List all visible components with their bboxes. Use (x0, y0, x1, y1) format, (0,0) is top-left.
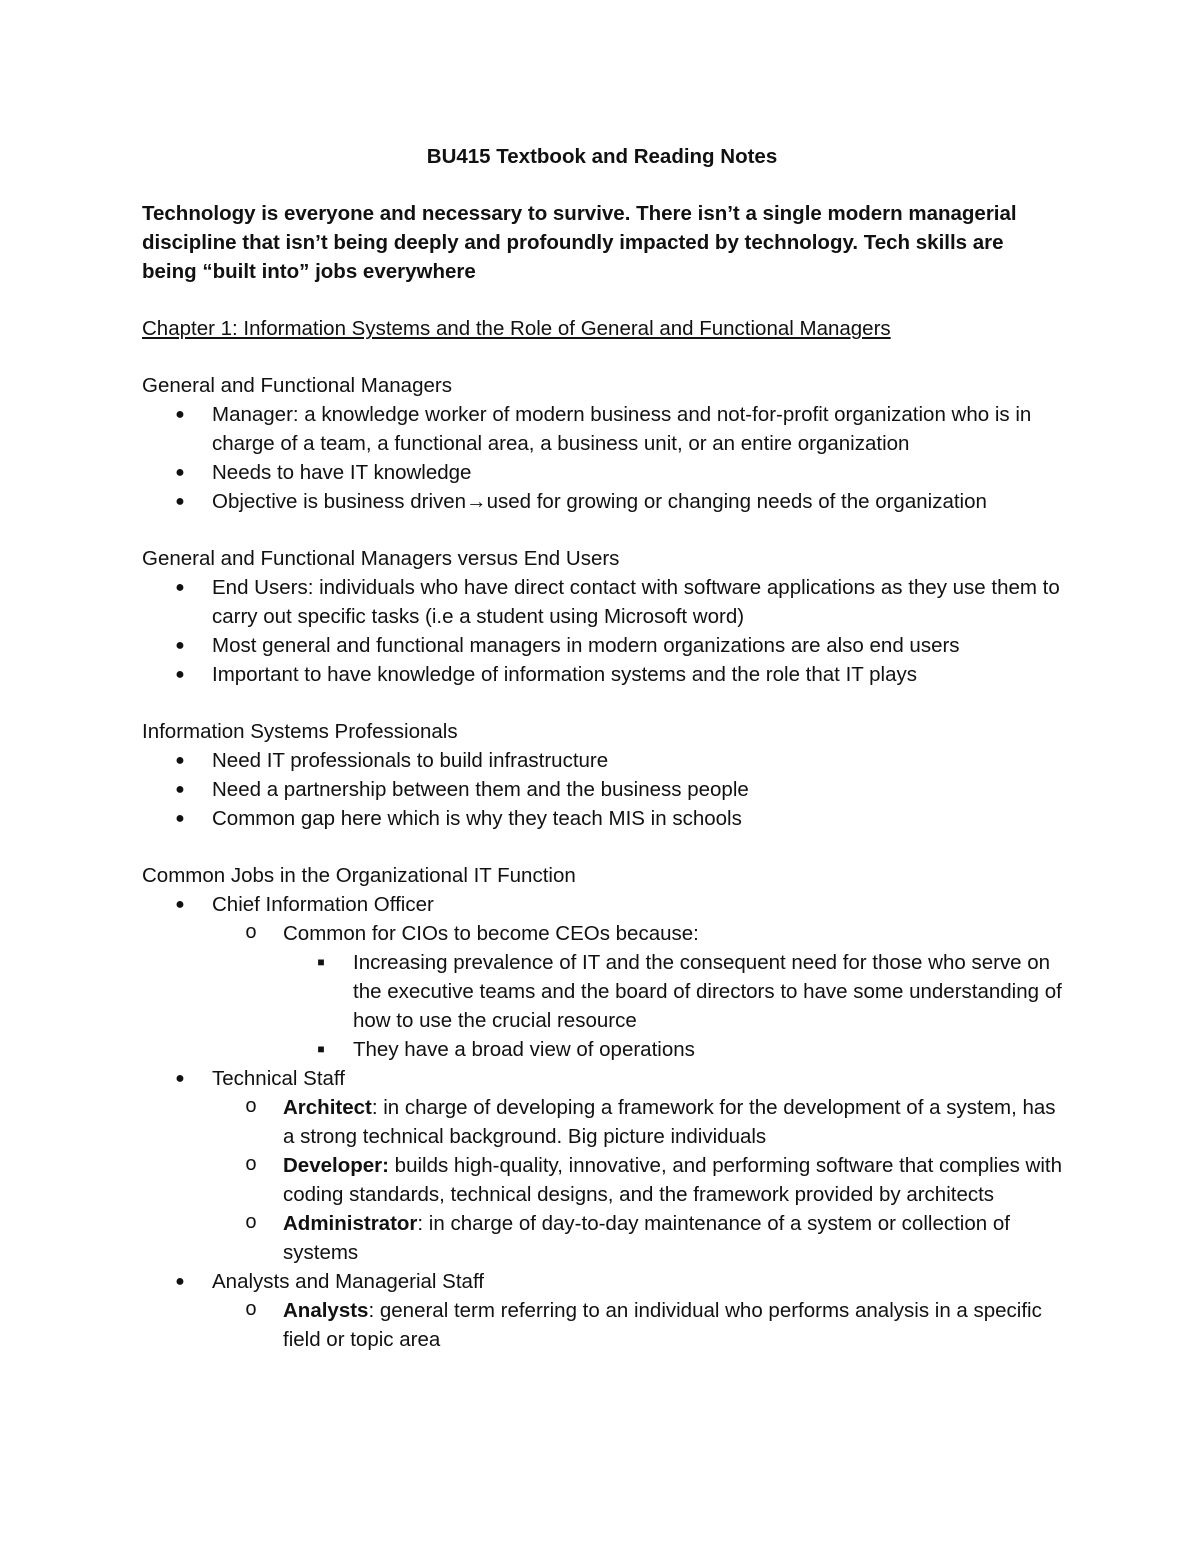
list-item-text: Manager: a knowledge worker of modern business and not-for-profit organization who is in charge of a team, a functional area, a business unit, or an entire organization (212, 403, 1032, 455)
list-item (142, 573, 1062, 631)
bullet-dot-icon: ● (175, 781, 185, 798)
term-label: Administrator (283, 1212, 418, 1235)
bullet-circle-icon: o (244, 1212, 257, 1235)
bullet-dot-icon: ● (175, 493, 185, 510)
section-is-professionals (142, 717, 1062, 833)
bullet-circle-icon: o (244, 922, 257, 945)
sub-list (212, 1296, 1062, 1354)
intro-paragraph: Technology is everyone and necessary to survive. There isn’t a single modern managerial discipline that isn’t being deeply and profoundly impacted by technology. Tech skills are being “built into” jobs everywhere (142, 202, 1017, 283)
bullet-dot-icon: ● (175, 1070, 185, 1087)
section-heading: Information Systems Professionals (142, 720, 458, 743)
list-item (142, 775, 1062, 804)
term-label: Architect (283, 1096, 372, 1119)
list-item-text: Common gap here which is why they teach MIS in schools (212, 807, 742, 830)
list-item (142, 487, 1062, 516)
sub-list-item-architect (212, 1093, 1062, 1151)
bullet-circle-icon: o (244, 1299, 257, 1322)
list-item (142, 458, 1062, 487)
section-heading: General and Functional Managers (142, 374, 452, 397)
document-body (142, 142, 1062, 1354)
list-item (142, 804, 1062, 833)
bullet-square-icon: ■ (317, 1042, 325, 1056)
term-label: Developer: (283, 1154, 389, 1177)
bullet-dot-icon: ● (175, 579, 185, 596)
list-item-text: Need a partnership between them and the business people (212, 778, 749, 801)
chapter-heading: Chapter 1: Information Systems and the Role of General and Functional Managers (142, 317, 891, 340)
bullet-square-icon: ■ (317, 955, 325, 969)
sub-sub-list-item (283, 948, 1062, 1035)
list-item-technical-staff (142, 1064, 1062, 1267)
term-definition: : in charge of developing a framework for the development of a system, has a strong technical background. Big picture individuals (283, 1096, 1056, 1148)
sub-list-item-analysts (212, 1296, 1062, 1354)
sub-list (212, 919, 1062, 1064)
bullet-dot-icon: ● (175, 896, 185, 913)
list-item-analysts-managerial (142, 1267, 1062, 1354)
bullet-dot-icon: ● (175, 406, 185, 423)
list-item (142, 400, 1062, 458)
list-item-text: Objective is business driven→used for growing or changing needs of the organization (212, 490, 987, 513)
section-heading: General and Functional Managers versus End Users (142, 547, 620, 570)
bullet-list (142, 746, 1062, 833)
bullet-list (142, 400, 1062, 516)
sub-list (212, 1093, 1062, 1267)
list-item-text: Needs to have IT knowledge (212, 461, 472, 484)
list-item (142, 631, 1062, 660)
section-common-it-jobs (142, 861, 1062, 1354)
list-item (142, 746, 1062, 775)
bullet-list (142, 890, 1062, 1354)
list-item (142, 660, 1062, 689)
section-general-functional-managers (142, 371, 1062, 516)
bullet-dot-icon: ● (175, 464, 185, 481)
list-item-text: Analysts and Managerial Staff (212, 1270, 484, 1293)
term-definition: : in charge of day-to-day maintenance of a system or collection of systems (283, 1212, 1010, 1264)
list-item-text: Technical Staff (212, 1067, 345, 1090)
sub-sub-list-item-text: Increasing prevalence of IT and the consequent need for those who serve on the executive teams and the board of directors to have some understanding of how to use the crucial resource (353, 951, 1062, 1032)
bullet-circle-icon: o (244, 1154, 257, 1177)
list-item-text: Chief Information Officer (212, 893, 434, 916)
list-item-text: Most general and functional managers in modern organizations are also end users (212, 634, 960, 657)
list-item-cio (142, 890, 1062, 1064)
term-definition: builds high-quality, innovative, and performing software that complies with coding standards, technical designs, and the framework provided by architects (283, 1154, 1063, 1206)
sub-sub-list (283, 948, 1062, 1064)
bullet-dot-icon: ● (175, 1273, 185, 1290)
list-item-text: End Users: individuals who have direct contact with software applications as they use them to carry out specific tasks (i.e a student using Microsoft word) (212, 576, 1060, 628)
sub-list-item-administrator (212, 1209, 1062, 1267)
document-title: BU415 Textbook and Reading Notes (426, 145, 778, 168)
section-heading: Common Jobs in the Organizational IT Function (142, 864, 576, 887)
bullet-circle-icon: o (244, 1096, 257, 1119)
list-item-text: Need IT professionals to build infrastructure (212, 749, 609, 772)
sub-list-item-text: Common for CIOs to become CEOs because: (283, 922, 699, 945)
bullet-list (142, 573, 1062, 689)
sub-sub-list-item (283, 1035, 1062, 1064)
sub-list-item-developer (212, 1151, 1062, 1209)
list-item-text: Important to have knowledge of information systems and the role that IT plays (212, 663, 917, 686)
bullet-dot-icon: ● (175, 637, 185, 654)
term-label: Analysts (283, 1299, 369, 1322)
sub-sub-list-item-text: They have a broad view of operations (353, 1038, 695, 1061)
section-managers-vs-end-users (142, 544, 1062, 689)
bullet-dot-icon: ● (175, 666, 185, 683)
bullet-dot-icon: ● (175, 810, 185, 827)
bullet-dot-icon: ● (175, 752, 185, 769)
term-definition: : general term referring to an individual who performs analysis in a specific field or topic area (283, 1299, 1042, 1351)
sub-list-item (212, 919, 1062, 1064)
